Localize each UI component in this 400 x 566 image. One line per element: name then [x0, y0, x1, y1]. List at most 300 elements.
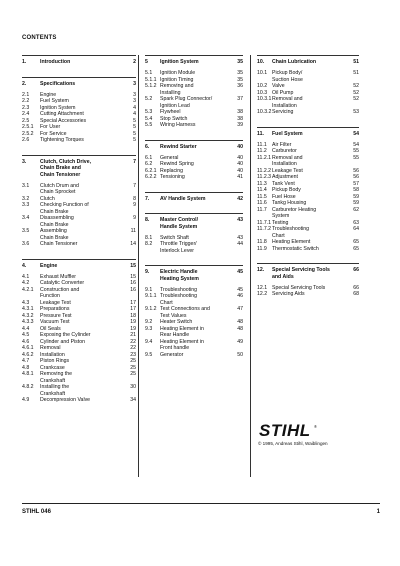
entry-title-line: Installation: [272, 102, 297, 109]
entry-page: 11: [130, 228, 136, 234]
chapter-page: 54: [353, 130, 359, 137]
entry-number: 9.2: [145, 319, 153, 325]
toc-entry: [257, 70, 359, 83]
entry-page: 30: [130, 384, 136, 390]
entry-title-line: Tank Vent: [272, 180, 295, 187]
entry-title-line: Air Filter: [272, 141, 292, 148]
entry-page: 25: [130, 371, 136, 377]
entry-title: [40, 241, 124, 248]
entry-title-line: Switch Shaft: [160, 234, 189, 241]
chapter-page: 51: [353, 59, 359, 65]
entry-number: 12.2: [257, 291, 268, 297]
entry-title: [160, 339, 231, 352]
toc-chapter-heading: [257, 267, 359, 280]
entry-number: 11.5: [257, 193, 267, 200]
chapter-title-line: Handle System: [160, 223, 198, 230]
entry-number: 6.2.2: [145, 174, 157, 180]
entry-page: 47: [237, 306, 243, 312]
entry-title-line: Rear Handle: [160, 332, 190, 338]
entry-page: 7: [133, 182, 136, 189]
entry-title: [40, 287, 124, 300]
toc-entry: [145, 241, 243, 254]
chapter-title-line: Introduction: [40, 59, 71, 65]
entry-page: 59: [353, 200, 359, 206]
entry-title: [160, 326, 231, 339]
entry-page: 51: [353, 70, 359, 76]
entry-number: 11.4: [257, 187, 267, 193]
toc-entry: [145, 326, 243, 339]
entry-title-line: Vacuum Test: [40, 319, 70, 325]
entry-title: [272, 246, 347, 253]
entry-title-line: Tightening Torques: [40, 137, 84, 143]
entry-page: 16: [130, 280, 136, 286]
entry-title: [160, 241, 231, 254]
entry-page: 65: [353, 239, 359, 245]
entry-title-line: Removing and: [160, 83, 194, 89]
footer-page-number: 1: [376, 509, 380, 515]
entry-title: [40, 215, 124, 228]
entry-number: 4.8: [22, 364, 30, 371]
entry-number: 4.6.2: [22, 351, 34, 358]
entry-number: 4.6: [22, 338, 30, 345]
toc-entry: [145, 306, 243, 319]
entry-number: 2.1: [22, 91, 30, 98]
entry-title-line: Pickup Body: [272, 187, 301, 193]
section-rule: [145, 140, 243, 141]
toc-entry: [22, 215, 136, 228]
toc-section: [145, 55, 243, 129]
entry-title: [160, 352, 231, 359]
toc-column-2: [145, 55, 243, 369]
entry-page: 58: [353, 187, 359, 193]
entry-number: 2.5.2: [22, 130, 34, 137]
entry-number: 3.1: [22, 182, 30, 189]
toc-section: [22, 55, 136, 66]
toc-entry: [257, 109, 359, 116]
entry-title-line: Generator: [160, 351, 184, 358]
entry-number: 4.8.2: [22, 384, 34, 390]
toc-entry: [22, 228, 136, 241]
entry-page: 55: [353, 154, 359, 161]
toc-chapter-heading: [22, 81, 136, 88]
entry-number: 2.4: [22, 111, 30, 117]
entry-page: 59: [353, 193, 359, 200]
toc-chapter-heading: [145, 269, 243, 282]
chapter-title-line: AV Handle System: [160, 195, 206, 202]
entry-title-line: Cutting Attachment: [40, 111, 84, 117]
toc-chapter-heading: [145, 59, 243, 66]
toc-entry: [22, 202, 136, 215]
toc-entry: [22, 287, 136, 300]
entry-page: 57: [353, 180, 359, 187]
chapter-page: 2: [133, 59, 136, 65]
entry-number: 10.3.1: [257, 96, 272, 102]
entry-page: 41: [237, 174, 243, 180]
entry-number: 5.5: [145, 122, 153, 128]
entry-page: 43: [237, 234, 243, 241]
entry-page: 46: [237, 293, 243, 299]
toc-entry: [22, 397, 136, 404]
chapter-page: 45: [237, 269, 243, 275]
toc-entry: [145, 122, 243, 129]
entry-title-line: Chain Sprocket: [40, 189, 76, 195]
entry-title-line: Spark Plug Connector/: [160, 96, 213, 102]
entry-page: 9: [133, 202, 136, 208]
entry-title-line: Ignition Module: [160, 70, 196, 76]
entry-page: 65: [353, 245, 359, 252]
chapter-number: 10.: [257, 59, 265, 65]
entry-title-line: Rewind Spring: [160, 161, 194, 167]
entry-number: 3.3: [22, 202, 30, 208]
entry-title: [160, 96, 231, 109]
chapter-number: 5: [145, 59, 148, 65]
entry-page: 64: [353, 226, 359, 232]
chapter-title-line: Master Control/: [160, 217, 199, 223]
chapter-title-line: Heating System: [160, 275, 199, 282]
entry-title-line: Carburetor: [272, 148, 297, 154]
entry-number: 3.4: [22, 215, 30, 221]
chapter-title-line: Ignition System: [160, 59, 199, 65]
toc-entry: [22, 183, 136, 196]
chapter-number: 6.: [145, 143, 150, 150]
entry-title-line: Troubleshooting: [160, 293, 198, 299]
entry-title-line: Function: [40, 293, 60, 299]
section-rule: [22, 77, 136, 78]
section-rule: [257, 55, 359, 56]
chapter-page: 43: [237, 217, 243, 223]
entry-title-line: Pickup Body/: [272, 70, 303, 76]
entry-title-line: Leakage Test: [272, 167, 303, 174]
entry-number: 11.6: [257, 200, 267, 206]
chapter-title-line: Chain Lubrication: [272, 59, 317, 65]
entry-title-line: Ignition Timing: [160, 76, 194, 83]
page-title: CONTENTS: [22, 35, 57, 41]
entry-title-line: Replacing: [160, 167, 184, 174]
toc-chapter-heading: [22, 263, 136, 270]
chapter-title-line: Fuel System: [272, 130, 303, 137]
entry-page: 18: [130, 312, 136, 319]
entry-number: 2.2: [22, 98, 30, 104]
entry-page: 22: [130, 345, 136, 351]
entry-title-line: Stop Switch: [160, 115, 188, 122]
entry-title-line: Exhaust Muffler: [40, 273, 76, 280]
section-rule: [257, 127, 359, 128]
entry-number: 9.3: [145, 325, 153, 332]
entry-number: 5.1.1: [145, 76, 157, 83]
entry-title-line: For Service: [40, 130, 67, 137]
chapter-title-line: Clutch, Clutch Drive,: [40, 158, 92, 165]
entry-page: 19: [130, 319, 136, 325]
entry-title-line: Construction and: [40, 286, 80, 293]
entry-title-line: Wiring Harness: [160, 122, 196, 128]
toc-entry: [22, 371, 136, 384]
entry-number: 4.1: [22, 273, 30, 280]
entry-page: 52: [353, 96, 359, 102]
toc-entry: [257, 291, 359, 298]
toc-entry: [145, 83, 243, 96]
entry-title: [272, 70, 347, 83]
entry-title-line: Chain Tensioner: [40, 241, 78, 247]
entry-title-line: Crankshaft: [40, 377, 66, 384]
entry-page: 63: [353, 219, 359, 226]
chapter-title: [40, 81, 124, 88]
entry-page: 53: [353, 109, 359, 115]
entry-title-line: Test Connections and: [160, 306, 210, 312]
entry-number: 2.6: [22, 137, 30, 143]
entry-number: 11.8: [257, 239, 267, 245]
entry-page: 37: [237, 96, 243, 102]
chapter-number: 2.: [22, 80, 27, 87]
entry-page: 22: [130, 338, 136, 345]
toc-section: [22, 77, 136, 144]
toc-entry: [22, 137, 136, 144]
entry-title-line: Removing the: [40, 371, 73, 377]
entry-title-line: Installation: [272, 161, 297, 167]
entry-title-line: Exposing the Cylinder: [40, 332, 91, 338]
chapter-title: [40, 159, 124, 179]
chapter-title-line: Chain Brake and: [40, 165, 81, 171]
entry-title-line: System: [272, 213, 290, 219]
toc-entry: [22, 384, 136, 397]
entry-page: 55: [353, 148, 359, 154]
toc-chapter-heading: [145, 217, 243, 230]
entry-number: 6.2.1: [145, 167, 157, 174]
entry-page: 5: [133, 124, 136, 130]
entry-title-line: Ignition System: [40, 104, 76, 111]
entry-title-line: Throttle Trigger/: [160, 241, 197, 247]
chapter-page: 42: [237, 195, 243, 202]
entry-number: 9.5: [145, 351, 153, 358]
toc-column-3: [257, 55, 359, 309]
chapter-title: [160, 59, 231, 66]
entry-page: 52: [353, 83, 359, 89]
entry-title-line: Valve: [272, 83, 285, 89]
entry-title-line: Flywheel: [160, 109, 181, 115]
entry-number: 8.1: [145, 234, 153, 241]
entry-number: 10.3.2: [257, 109, 272, 115]
entry-title-line: General: [160, 154, 179, 161]
toc-section: [145, 140, 243, 181]
entry-page: 40: [237, 161, 243, 167]
chapter-title: [160, 196, 231, 203]
entry-number: 4.3.2: [22, 312, 34, 319]
entry-page: 54: [353, 141, 359, 148]
entry-title: [40, 228, 124, 241]
entry-page: 48: [237, 319, 243, 325]
toc-chapter-heading: [257, 59, 359, 66]
chapter-page: 7: [133, 158, 136, 165]
entry-number: 2.5.1: [22, 124, 34, 130]
entry-title-line: Servicing: [272, 109, 294, 115]
entry-title: [40, 384, 124, 397]
entry-number: 5.3: [145, 109, 153, 115]
entry-title-line: Oil Seals: [40, 325, 61, 332]
chapter-number: 3.: [22, 158, 27, 165]
entry-number: 11.3: [257, 180, 267, 187]
toc-entry: [257, 96, 359, 109]
entry-title-line: Decompression Valve: [40, 397, 91, 403]
chapter-number: 8.: [145, 217, 150, 223]
chapter-number: 1.: [22, 59, 27, 65]
entry-title: [40, 202, 124, 215]
entry-title-line: Cylinder and Piston: [40, 338, 85, 345]
toc-section: [145, 192, 243, 203]
toc-section: [257, 263, 359, 298]
entry-number: 4.9: [22, 397, 30, 403]
entry-title-line: Servicing Aids: [272, 291, 305, 297]
entry-page: 25: [130, 358, 136, 364]
entry-title: [160, 174, 231, 181]
entry-title-line: Disassembling: [40, 215, 74, 221]
chapter-number: 11.: [257, 130, 264, 137]
toc-section: [145, 213, 243, 254]
entry-number: 12.1: [257, 284, 268, 291]
chapter-title: [160, 144, 231, 151]
toc-chapter-heading: [257, 131, 359, 138]
toc-section: [22, 155, 136, 248]
toc-entry: [145, 339, 243, 352]
entry-title-line: Adjustment: [272, 174, 298, 180]
entry-title-line: Heating Element in: [160, 338, 204, 345]
entry-title: [160, 306, 231, 319]
chapter-title-line: and Aids: [272, 273, 294, 280]
entry-title-line: Leakage Test: [40, 299, 71, 306]
entry-title: [40, 371, 124, 384]
entry-page: 4: [133, 111, 136, 117]
entry-number: 8.2: [145, 241, 153, 247]
entry-title-line: Checking Function of: [40, 202, 89, 208]
entry-title-line: Pressure Test: [40, 312, 72, 319]
toc-section: [257, 55, 359, 116]
stihl-logo: [258, 422, 358, 438]
entry-title-line: Engine: [40, 91, 57, 98]
entry-number: 4.8.1: [22, 371, 34, 377]
chapter-page: 66: [353, 267, 359, 273]
entry-title-line: Heater Switch: [160, 319, 193, 325]
entry-page: 23: [130, 351, 136, 358]
entry-title-line: Front handle: [160, 345, 190, 351]
entry-page: 40: [237, 167, 243, 174]
entry-title-line: Fuel Hose: [272, 193, 296, 200]
entry-number: 4.7: [22, 358, 30, 364]
entry-page: 39: [237, 122, 243, 128]
toc-section: [257, 127, 359, 253]
entry-number: 11.2.2: [257, 167, 272, 174]
entry-title: [40, 137, 124, 144]
entry-page: 5: [133, 137, 136, 143]
toc-entry: [257, 246, 359, 253]
toc-entry: [257, 155, 359, 168]
entry-title-line: Piston Rings: [40, 358, 70, 364]
entry-title-line: Installation: [40, 351, 65, 358]
toc-entry: [145, 96, 243, 109]
entry-title: [160, 293, 231, 306]
entry-number: 3.5: [22, 228, 30, 234]
chapter-page: 40: [237, 143, 243, 150]
entry-title-line: Interlock Lever: [160, 247, 195, 254]
entry-title: [272, 109, 347, 116]
entry-number: 4.3.3: [22, 319, 34, 325]
entry-page: 17: [130, 299, 136, 306]
column-divider: [250, 55, 251, 477]
chapter-title-line: Chain Tensioner: [40, 171, 81, 178]
entry-page: 15: [130, 273, 136, 280]
entry-page: 52: [353, 89, 359, 96]
entry-number: 4.3.1: [22, 306, 34, 312]
entry-title-line: Oil Pump: [272, 89, 294, 96]
entry-page: 34: [130, 397, 136, 403]
registered-mark: ®: [314, 424, 317, 429]
entry-number: 5.2: [145, 96, 153, 102]
entry-title-line: Crankshaft: [40, 390, 66, 397]
toc-entry: [257, 207, 359, 220]
entry-page: 56: [353, 174, 359, 180]
entry-page: 56: [353, 167, 359, 174]
entry-page: 48: [237, 325, 243, 332]
entry-page: 5: [133, 117, 136, 124]
entry-number: 3.6: [22, 241, 30, 247]
toc-section: [22, 259, 136, 404]
entry-title-line: Installing the: [40, 384, 70, 390]
entry-page: 3: [133, 91, 136, 98]
entry-title-line: Chart: [272, 232, 285, 239]
entry-title-line: Ignition Lead: [160, 102, 190, 109]
section-rule: [145, 55, 243, 56]
logo-text: STIHL: [259, 422, 311, 438]
entry-title-line: Chain Brake: [40, 208, 69, 215]
entry-number: 10.3: [257, 89, 268, 96]
entry-number: 4.2.1: [22, 286, 34, 293]
entry-number: 4.2: [22, 280, 30, 286]
entry-page: 35: [237, 76, 243, 83]
entry-page: 66: [353, 284, 359, 291]
entry-page: 36: [237, 83, 243, 89]
entry-page: 8: [133, 195, 136, 202]
entry-number: 6.1: [145, 154, 153, 161]
chapter-title: [160, 269, 231, 282]
chapter-title-line: Engine: [40, 262, 58, 269]
entry-number: 3.2: [22, 195, 30, 202]
chapter-title: [40, 263, 124, 270]
toc-entry: [22, 241, 136, 248]
entry-page: 50: [237, 351, 243, 358]
copyright-notice: © 1995, Andreas Stihl, Waiblingen: [258, 441, 328, 446]
section-rule: [22, 259, 136, 260]
entry-page: 35: [237, 70, 243, 76]
chapter-title: [272, 267, 347, 280]
entry-number: 5.1: [145, 70, 153, 76]
entry-title-line: Removal and: [272, 96, 303, 102]
entry-number: 11.2.3: [257, 174, 272, 180]
entry-title-line: Tensioning: [160, 174, 185, 180]
entry-page: 4: [133, 104, 136, 111]
entry-title: [272, 207, 347, 220]
entry-page: 68: [353, 291, 359, 297]
entry-title: [160, 83, 231, 96]
entry-number: 9.1: [145, 286, 153, 293]
entry-page: 17: [130, 306, 136, 312]
entry-number: 9.4: [145, 338, 153, 345]
entry-title-line: Troubleshooting: [160, 286, 198, 293]
entry-title-line: Fuel System: [40, 98, 69, 104]
entry-page: 45: [237, 286, 243, 293]
entry-title: [272, 226, 347, 239]
entry-title-line: Troubleshooting: [272, 226, 310, 232]
entry-title-line: Chain Brake: [40, 234, 69, 241]
entry-title: [272, 96, 347, 109]
chapter-title-line: Electric Handle: [160, 269, 198, 275]
entry-title: [160, 122, 231, 129]
